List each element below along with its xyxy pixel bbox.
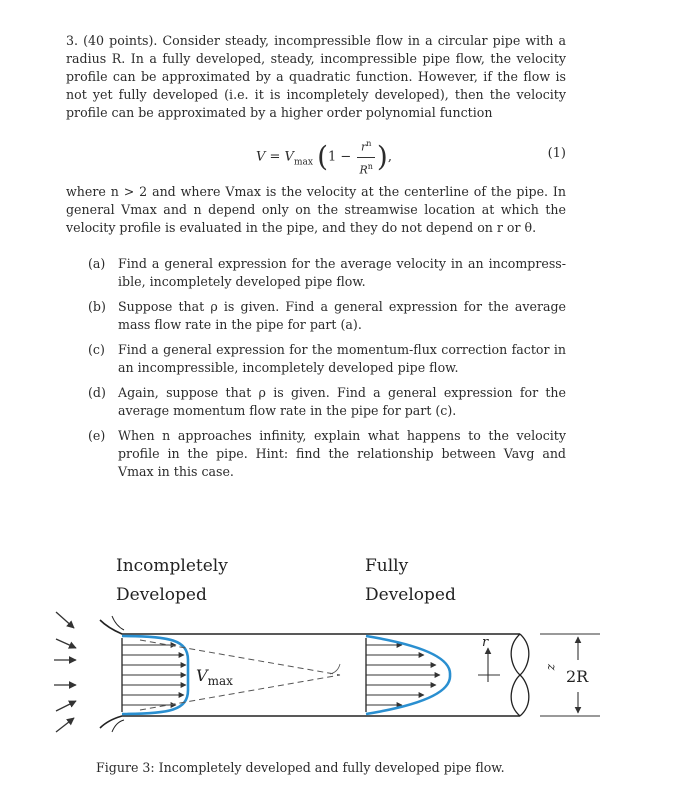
- eq-num-exp: n: [366, 139, 372, 148]
- convergence-tick: [330, 664, 340, 674]
- part-text: Again, suppose that ρ is given. Find a general expression for the average momentum flow rate in the pipe for part (c).: [118, 385, 566, 418]
- part-b: [88, 298, 566, 334]
- part-label: (e): [88, 428, 106, 443]
- eq-one-minus: 1 −: [328, 149, 352, 165]
- part-text: Suppose that ρ is given. Find a general expression for the average mass flow rate in the pipe for part (a).: [118, 299, 566, 332]
- problem-parts: [88, 255, 566, 481]
- problem-intro: 3. (40 points). Consider steady, incompressible flow in a circular pipe with a radius R. In a fully developed, steady, incompressible pipe flow, the velocity profile can be approximated by a quadratic function. However, if the flow is not yet fully developed (i.e. it is incompletely developed), then the velocity profile can be approximated by a higher order polynomial function: [66, 33, 566, 120]
- equation-1: [66, 129, 566, 177]
- diameter-label: 2R: [566, 667, 589, 686]
- eq-den-exp: n: [367, 161, 373, 171]
- part-label: (c): [88, 342, 105, 357]
- r-label: r: [482, 635, 489, 650]
- pipe-flow-figure: [0, 548, 674, 748]
- eq-numerator: r: [360, 140, 367, 154]
- inlet-arrows: [54, 612, 76, 732]
- label-incompletely: Incompletely: [116, 556, 228, 576]
- eq-lhs: V = V: [256, 149, 294, 165]
- part-c: [88, 341, 566, 377]
- figure-caption: Figure 3: Incompletely developed and fully developed pipe flow.: [96, 760, 505, 775]
- part-text: Find a general expression for the momentum-flux correction factor in an incompressible, incompletely developed pipe flow.: [118, 342, 566, 375]
- label-developed-right: Developed: [365, 585, 456, 605]
- label-developed-left: Developed: [116, 585, 207, 605]
- part-text: Find a general expression for the average velocity in an incompress-ible, incompletely developed pipe flow.: [118, 256, 566, 289]
- part-label: (a): [88, 256, 106, 271]
- incomplete-profile: [122, 636, 188, 714]
- pipe-cut-end: [511, 634, 529, 716]
- label-fully: Fully: [365, 556, 409, 576]
- equation-body: $V = V_{max}$ (1 − $\frac{r^n}{R^n}$ ),: [256, 135, 392, 179]
- problem-after-text: where n > 2 and where Vmax is the velocity at the centerline of the pipe. In general Vmax and n depend only on the streamwise location at which the velocity profile is evaluated in the pipe, and they do not depend on r or θ.: [66, 184, 566, 235]
- part-text: When n approaches infinity, explain what happens to the velocity profile in the pipe. Hint: find the relationship between Vavg and Vmax in this case.: [118, 428, 566, 479]
- part-d: [88, 384, 566, 420]
- full-profile: [366, 636, 450, 714]
- equation-number: (1): [547, 146, 566, 161]
- part-a: [88, 255, 566, 291]
- eq-trail: ,: [387, 149, 392, 165]
- part-label: (d): [88, 385, 106, 400]
- pipe-walls: [100, 616, 520, 732]
- part-e: [88, 427, 566, 481]
- eq-denominator: R: [359, 163, 368, 177]
- eq-fraction: [357, 135, 374, 179]
- eq-sub: max: [293, 157, 313, 168]
- part-label: (b): [88, 299, 106, 314]
- vmax-label: $V_{max}$: [196, 666, 233, 688]
- problem-3: [66, 32, 566, 488]
- z-label: z: [545, 664, 559, 671]
- coordinate-axes: [478, 648, 500, 682]
